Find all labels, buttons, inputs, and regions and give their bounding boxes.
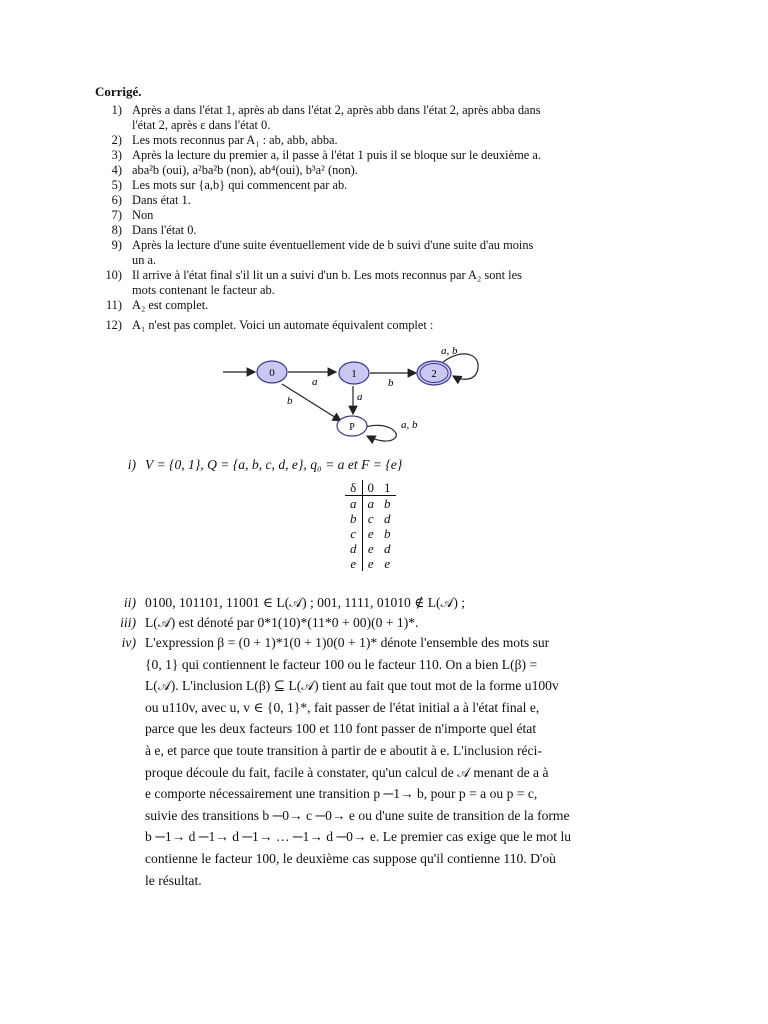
table-row [345,511,396,526]
automaton-diagram [215,340,495,450]
table-header-cell: δ [345,480,362,496]
table-row [345,496,396,512]
state-label: 0 [269,367,275,379]
edge-label: a [357,391,363,403]
paragraph-line: {0, 1} qui contiennent le facteur 100 ou le facteur 110. On a bien L(β) = [145,656,538,672]
item-number: 2) [111,133,122,147]
edge-label: b [287,395,293,407]
page-title: Corrigé. [95,84,142,99]
table-cell: a [367,496,374,511]
item-number: 7) [111,208,122,222]
table-header-cell: 1 [379,480,396,496]
paragraph-line: proque découle du fait, facile à constater, qu'un calcul de 𝒜 menant de a à [145,764,549,780]
table-row [345,556,396,571]
table-cell: d [345,541,362,556]
part-text: V = {0, 1}, Q = {a, b, c, d, e}, q₀ = a et F = {e} [145,457,403,472]
item-text-line: Après a dans l'état 1, après ab dans l'état 2, après abb dans l'état 2, après abba dans [132,103,541,117]
part-text: 0100, 101101, 11001 ∈ L(𝒜) ; 001, 1111, 01010 ∉ L(𝒜) ; [145,595,466,610]
paragraph-line: e comporte nécessairement une transition p ─1→ b, pour p = a ou p = c, [145,786,538,802]
part-label: iv) [121,635,136,650]
item-text-line: Les mots sur {a,b} qui commencent par ab. [132,178,348,192]
paragraph-line: contienne le facteur 100, le deuxième cas suppose qu'il contienne 110. D'où [145,851,556,866]
table-cell: e [367,556,374,571]
table-header-cell: 0 [362,480,379,496]
item-text-line: Après la lecture d'une suite éventuellement vide de b suivi d'une suite d'au moins [132,238,534,252]
item-text-line: l'état 2, après ε dans l'état 0. [132,118,271,132]
table-cell: e [345,556,362,571]
part-label: iii) [120,615,136,630]
state-label: P [349,422,355,433]
item-number: 8) [111,223,122,237]
item-text-line: Dans état 1. [132,193,191,207]
item-text-line: Non [132,208,154,222]
part-label: ii) [123,595,136,610]
part-text: L(𝒜) est dénoté par 0*1(10)*(11*0 + 00)(0 + 1)*. [145,615,419,630]
table-cell: c [367,511,374,526]
edge-label: a, b [441,345,458,357]
table-cell: e [367,526,374,541]
table-cell: e [367,541,374,556]
table-cell: d [384,511,391,526]
item-text-line: Il arrive à l'état final s'il lit un a suivi d'un b. Les mots reconnus par A₂ sont les [132,268,522,282]
paragraph-line: ou u110v, avec u, v ∈ {0, 1}*, fait passer de l'état initial a à l'état final e, [145,699,540,715]
table-cell: b [384,526,391,541]
table-row [345,541,396,556]
item-text-line: Dans l'état 0. [132,223,197,237]
transition-table [345,480,396,571]
item-number: 11) [105,298,122,312]
item-text: A₁ n'est pas complet. Voici un automate équivalent complet : [132,318,434,332]
paragraph-line: à e, et parce que toute transition à partir de e aboutit à e. L'inclusion réci- [145,743,542,758]
edge-label: a [312,376,318,388]
table-cell: a [345,496,362,512]
item-text-line: mots contenant le facteur ab. [132,283,275,297]
table-cell: d [384,541,391,556]
state-label: 1 [351,368,357,380]
part-label: i) [127,457,136,472]
item-number: 10) [105,268,122,282]
paragraph-line: parce que les deux facteurs 100 et 110 font passer de n'importe quel état [145,721,537,737]
table-cell: e [384,556,391,571]
item-text-line: Après la lecture du premier a, il passe à l'état 1 puis il se bloque sur le deuxième a. [132,148,541,162]
item-number: 4) [111,163,122,177]
table-cell: b [384,496,391,511]
item-text-line: un a. [132,253,157,267]
table-header-row [345,480,396,496]
edge-label: a, b [401,419,418,431]
item-number: 12) [105,318,122,332]
item-number: 6) [111,193,122,207]
paragraph-line: b ─1→ d ─1→ d ─1→ … ─1→ d ─0→ e. Le premier cas exige que le mot lu [145,829,572,845]
loop-P [363,425,396,441]
paragraph-line: L(𝒜). L'inclusion L(β) ⊆ L(𝒜) tient au fait que tout mot de la forme u100v [145,678,559,694]
item-number: 3) [111,148,122,162]
paragraph-line: L'expression β = (0 + 1)*1(0 + 1)0(0 + 1)* dénote l'ensemble des mots sur [145,635,550,650]
item-number: 1) [111,103,122,117]
paragraph-line: suivie des transitions b ─0→ c ─0→ e ou d'une suite de transition de la forme [145,807,570,823]
table-cell: c [345,526,362,541]
table-cell: b [345,511,362,526]
item-text-line: Les mots reconnus par A₁ : ab, abb, abba. [132,133,338,147]
table-row [345,526,396,541]
paragraph-line: le résultat. [145,872,202,888]
item-text-line: A₂ est complet. [132,298,209,312]
item-number: 5) [111,178,122,192]
state-label: 2 [431,368,437,380]
item-text-line: aba²b (oui), a²ba²b (non), ab⁴(oui), b³a² (non). [132,163,358,177]
item-number: 9) [111,238,122,252]
edge-label: b [388,377,394,389]
